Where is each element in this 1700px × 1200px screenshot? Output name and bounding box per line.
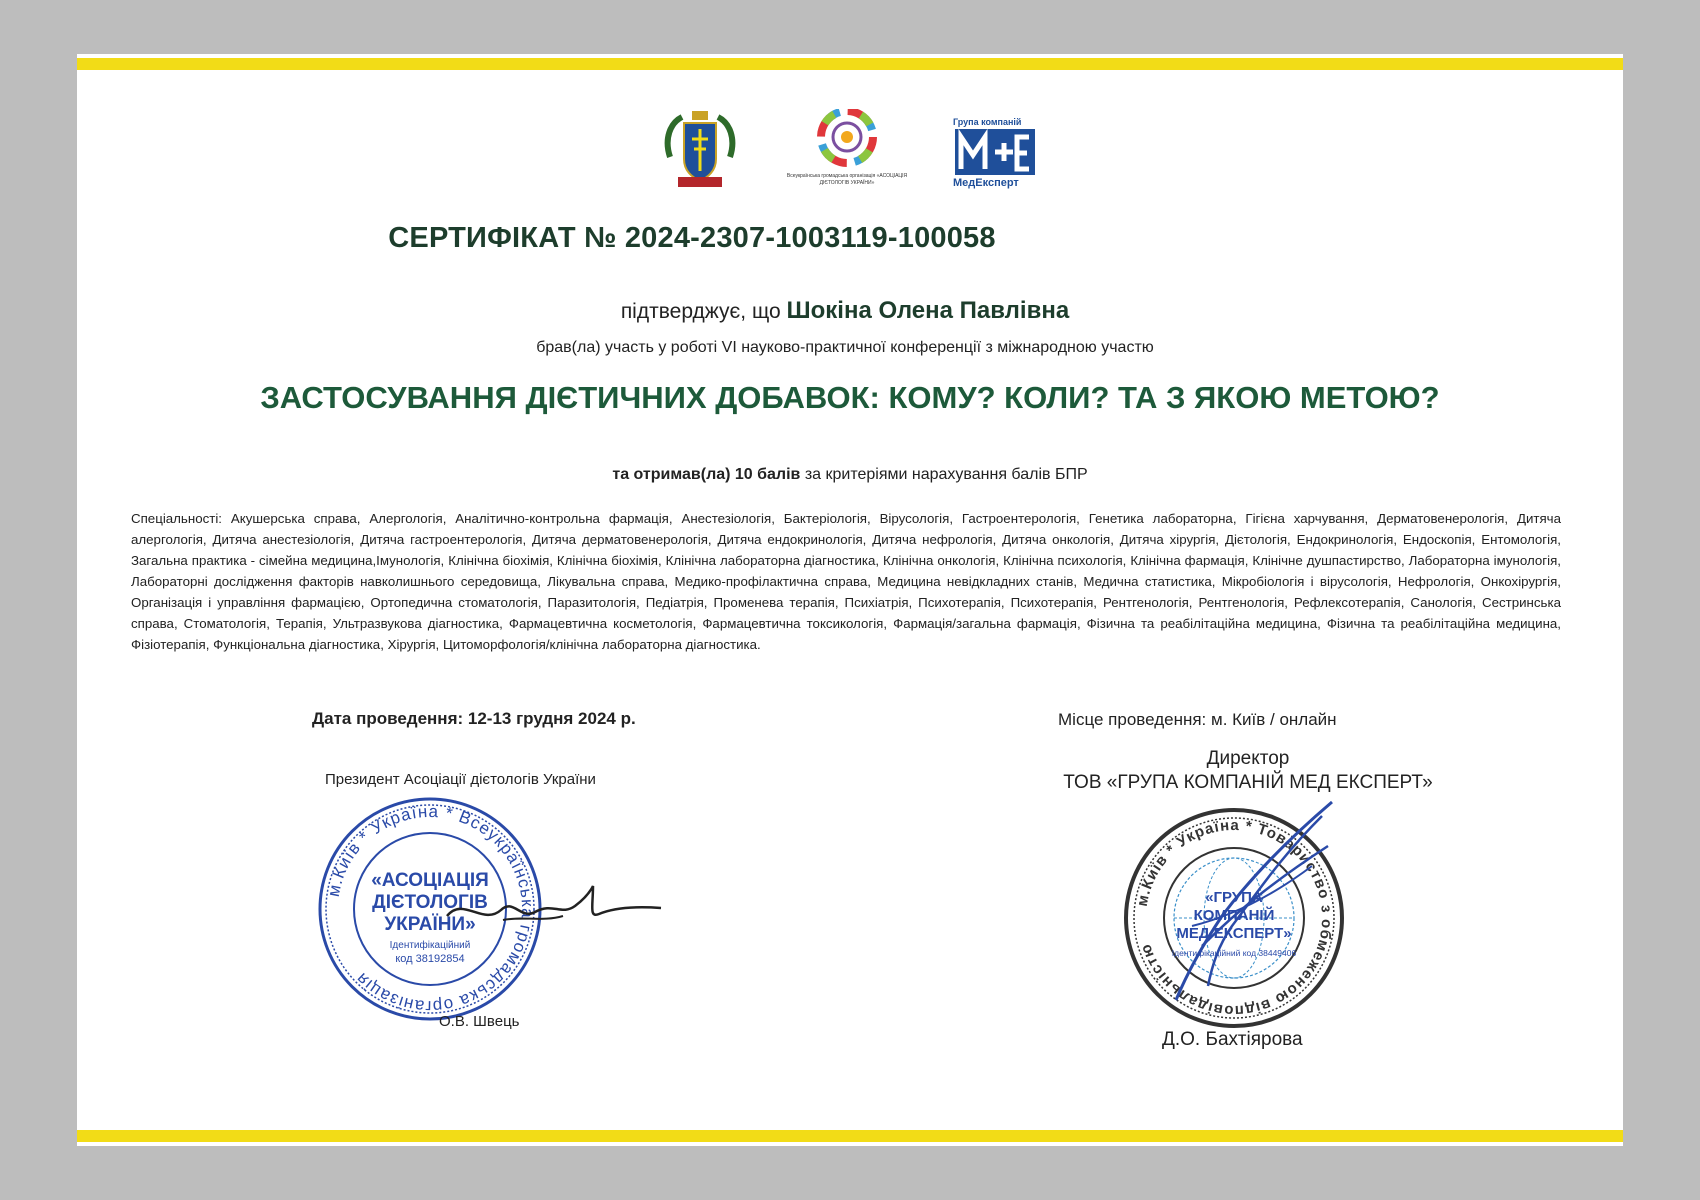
university-emblem-icon [662, 109, 738, 195]
right-stamp-line2: КОМПАНІЙ [1193, 907, 1275, 924]
left-stamp-line2: ДІЄТОЛОГІВ [372, 892, 488, 913]
logo-row [77, 109, 1623, 199]
event-date: Дата проведення: 12-13 грудня 2024 р. [312, 709, 636, 728]
left-stamp-ring: м.Київ * Україна * Всеукраїнська громадська організація [323, 801, 538, 1017]
right-stamp-id: Ідентифікаційний код 38449406 [1171, 948, 1297, 958]
left-stamp-line1: «АСОЦІАЦІЯ [371, 870, 489, 891]
association-emblem-icon [777, 109, 917, 171]
right-signatory-title [1033, 747, 1463, 795]
left-stamp-id2: код 38192854 [395, 953, 465, 965]
bottom-yellow-band [77, 1130, 1623, 1142]
participant-name: Шокіна Олена Павлівна [786, 297, 1070, 324]
right-signatory-company: ТОВ «ГРУПА КОМПАНІЙ МЕД ЕКСПЕРТ» [1063, 772, 1433, 793]
points-line [77, 466, 1623, 484]
left-signatory-name: О.В. Швець [439, 1013, 520, 1030]
points-bold: та отримав(ла) 10 балів [612, 466, 801, 483]
right-signatory-role: Директор [1206, 748, 1290, 769]
medexpert-logo [953, 117, 1037, 193]
left-stamp-line3: УКРАЇНИ» [384, 914, 476, 935]
right-stamp-line1: «ГРУПА [1205, 889, 1263, 906]
left-signature-icon [443, 876, 665, 946]
conference-title: ЗАСТОСУВАННЯ ДІЄТИЧНИХ ДОБАВОК: КОМУ? КОЛИ? ТА З ЯКОЮ МЕТОЮ? [260, 380, 1440, 415]
medexpert-group-label: Група компаній [953, 117, 1022, 127]
points-rest: за критеріями нарахування балів БПР [804, 466, 1088, 483]
medexpert-name-label: МедЕксперт [953, 177, 1019, 189]
specialties-list: Спеціальності: Акушерська справа, Алергологія, Аналітично-контрольна фармація, Анестезіологія, Бактеріологія, Вірусологія, Гастроентерологія, Генетика лабораторна, Гігієна харчування, Дерматовенерологія, Дитяча алергологія, Дитяча анестезіологія, Дитяча гастроентерологія, Дитяча дерматовенерологія, Дитяча ендокринологія, Дитяча нефрологія, Дитяча онкологія, Дитяча хірургія, Дієтологія, Ендокринологія, Ендоскопія, Ентомологія, Загальна практика - сімейна медицина,Імунологія, Клінічна біохімія, Клінічна біохімія, Клінічна лабораторна діагностика, Клінічна онкологія, Клінічна психологія, Клінічна фармація, Клінічне душпастирство, Лабораторна імунологія, Лабораторні дослідження факторів навколишнього середовища, Лікувальна справа, Медико-профілактична справа, Медицина невідкладних станів, Медична статистика, Мікробіологія і вірусологія, Нефрологія, Онкохірургія, Організація і управління фармацією, Ортопедична стоматологія, Паразитологія, Педіатрія, Променева терапія, Психіатрія, Психотерапія, Психотерапія, Рентгенологія, Рентгенологія, Рефлексотерапія, Санологія, Сестринська справа, Стоматологія, Терапія, Ультразвукова діагностика, Фармацевтична косметологія, Фармацевтична токсикологія, Фармація/загальна фармація, Фізична та реабілітаційна медицина, Фізична та реабілітаційна медицина, Фізіотерапія, Функціональна діагностика, Хірургія, Цитоморфологія/клінічна лабораторна діагностика. [131, 511, 1561, 652]
left-signatory-title: Президент Асоціації дієтологів України [325, 771, 596, 788]
association-logo [777, 109, 917, 199]
participation-line: брав(ла) участь у роботі VI науково-практичної конференції з міжнародною участю [536, 339, 1154, 356]
association-caption: Всеукраїнська громадська організація «АСОЦІАЦІЯ ДІЄТОЛОГІВ УКРАЇНИ» [786, 173, 908, 186]
certificate-number: СЕРТИФІКАТ № 2024-2307-1003119-100058 [388, 222, 996, 254]
confirm-prefix: підтверджує, що [620, 300, 781, 323]
right-signature-icon [1162, 796, 1342, 1006]
certificate-sheet [77, 54, 1623, 1146]
right-stamp-line3: МЕД ЕКСПЕРТ» [1176, 925, 1292, 942]
top-yellow-band [77, 58, 1623, 70]
confirm-line [77, 297, 1613, 325]
right-stamp-ring: м.Київ * Україна * Товариство з обмеженою відповідальністю [1133, 816, 1336, 1020]
left-stamp-id1: Ідентифікаційний [389, 940, 471, 951]
medexpert-mark-icon [955, 129, 1035, 175]
right-signatory-name: Д.О. Бахтіярова [1162, 1029, 1303, 1050]
event-venue: Місце проведення: м. Київ / онлайн [1058, 710, 1337, 729]
